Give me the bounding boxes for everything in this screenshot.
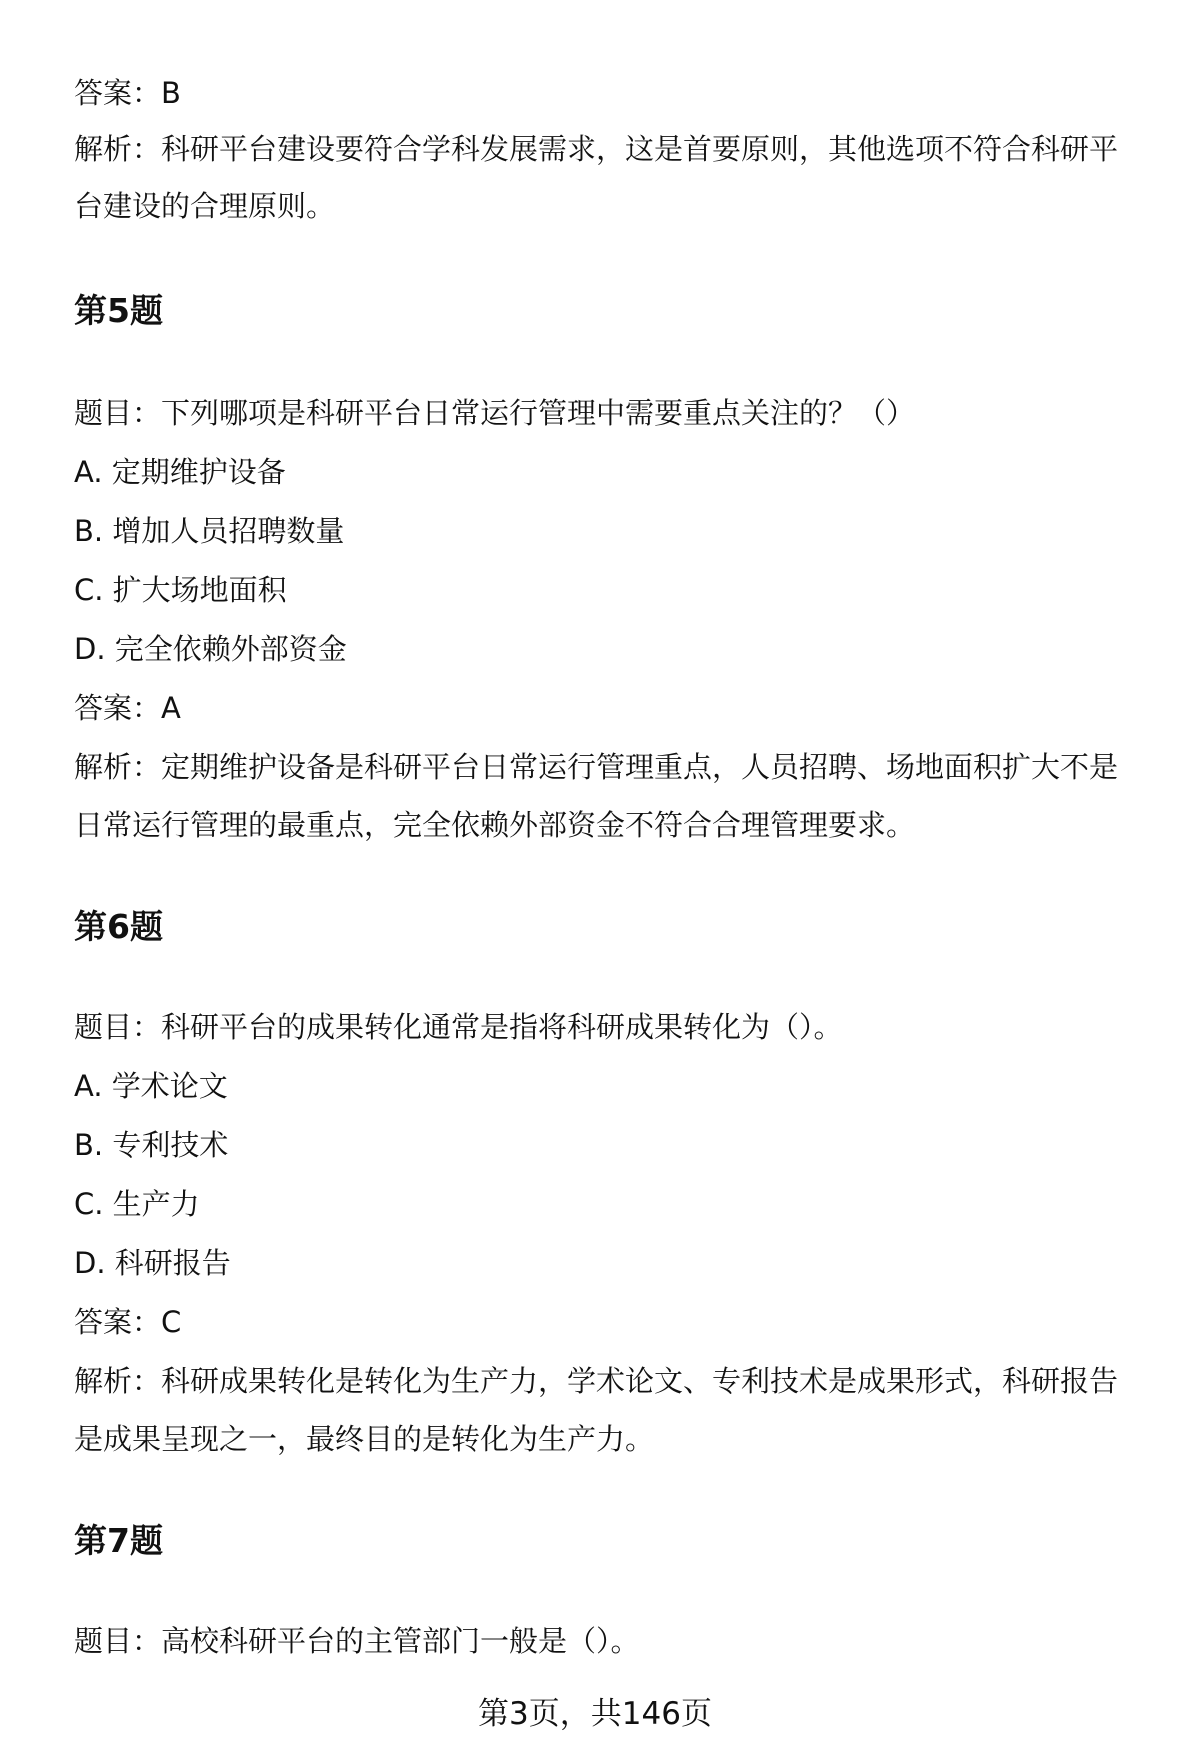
- answer-line: 答案：B: [74, 76, 181, 110]
- question-text-6: 题目：科研平台的成果转化通常是指将科研成果转化为（）。: [74, 1010, 843, 1044]
- question-heading-5: 第5题: [74, 291, 163, 330]
- option-c-5: C. 扩大场地面积: [74, 573, 287, 607]
- analysis-line: 台建设的合理原则。: [74, 189, 336, 223]
- option-b-5: B. 增加人员招聘数量: [74, 514, 345, 548]
- question-text-7: 题目：高校科研平台的主管部门一般是（）。: [74, 1624, 640, 1658]
- analysis-line-5: 日常运行管理的最重点，完全依赖外部资金不符合合理管理要求。: [74, 808, 916, 842]
- analysis-line-6: 是成果呈现之一，最终目的是转化为生产力。: [74, 1422, 655, 1456]
- question-heading-7: 第7题: [74, 1521, 163, 1560]
- analysis-line-5: 解析：定期维护设备是科研平台日常运行管理重点，人员招聘、场地面积扩大不是: [74, 750, 1119, 784]
- page-footer: 第3页，共146页: [478, 1696, 712, 1732]
- analysis-line: 解析：科研平台建设要符合学科发展需求，这是首要原则，其他选项不符合科研平: [74, 132, 1119, 166]
- option-d-5: D. 完全依赖外部资金: [74, 632, 347, 666]
- answer-line-5: 答案：A: [74, 691, 181, 725]
- option-a-6: A. 学术论文: [74, 1069, 228, 1103]
- option-c-6: C. 生产力: [74, 1187, 200, 1221]
- analysis-line-6: 解析：科研成果转化是转化为生产力，学术论文、专利技术是成果形式，科研报告: [74, 1364, 1119, 1398]
- option-d-6: D. 科研报告: [74, 1246, 231, 1280]
- question-heading-6: 第6题: [74, 907, 163, 946]
- option-a-5: A. 定期维护设备: [74, 455, 286, 489]
- question-text-5: 题目：下列哪项是科研平台日常运行管理中需要重点关注的？（）: [74, 396, 916, 430]
- answer-line-6: 答案：C: [74, 1305, 182, 1339]
- option-b-6: B. 专利技术: [74, 1128, 229, 1162]
